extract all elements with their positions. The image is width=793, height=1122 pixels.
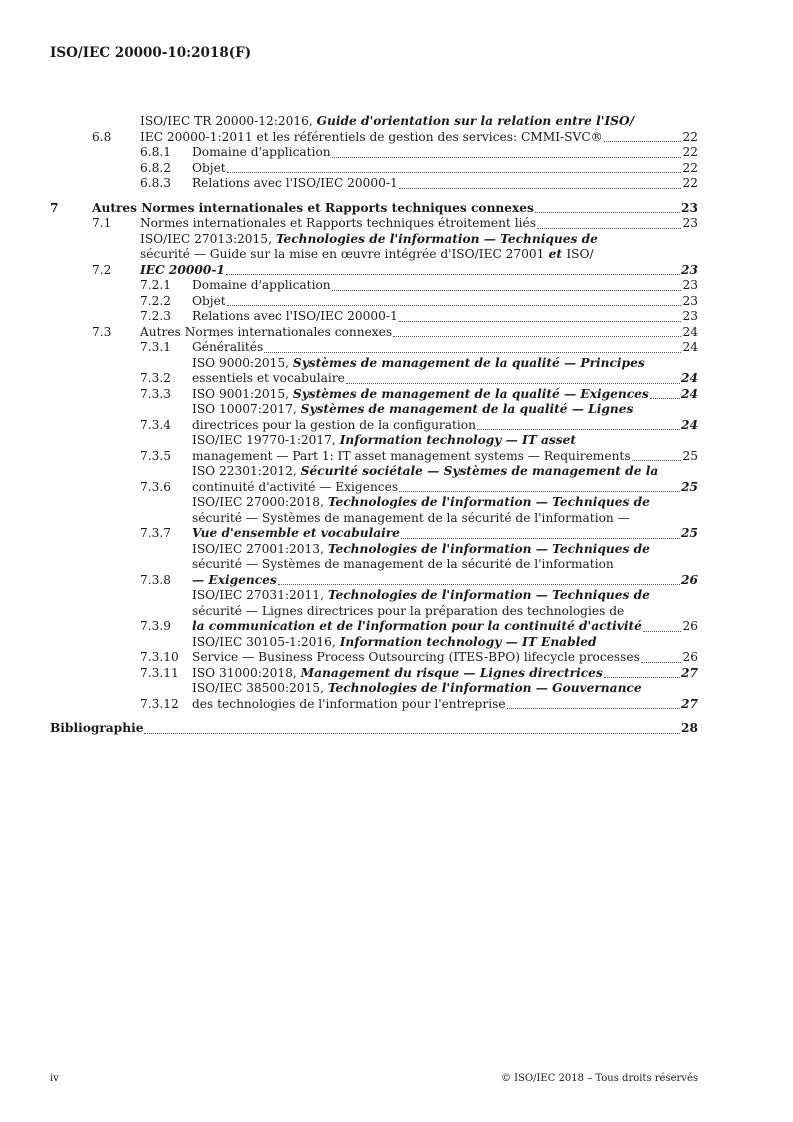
toc-title-text: directrices pour la gestion de la configuration [192, 417, 476, 432]
toc-title-line [192, 309, 698, 325]
toc-page-number: 23 [682, 216, 698, 230]
toc-title-line [192, 418, 698, 434]
toc-page-number: 24 [682, 324, 698, 339]
toc-page-number: 22 [682, 145, 698, 159]
toc-title-text: Relations avec l'ISO/IEC 20000-1 [192, 309, 398, 323]
dot-leader [264, 352, 681, 353]
dot-leader [401, 538, 680, 539]
toc-title-text: Normes internationales et Rapports techniques étroitement liés [140, 216, 536, 230]
toc-entry[interactable] [50, 278, 698, 294]
toc-entry-title [192, 387, 698, 403]
toc-title-line [192, 588, 698, 604]
toc-entry-number: 7.3.1 [140, 340, 172, 354]
toc-page-number: 25 [682, 448, 698, 463]
toc-entry-number: 7.3.2 [140, 371, 172, 385]
toc-entry-number: 7.3.4 [140, 417, 172, 432]
toc-entry[interactable] [50, 340, 698, 356]
toc-entry-number: 6.8.2 [140, 160, 172, 175]
toc-title-text: ISO 10007:2017, Systèmes de management de la qualité — Lignes [192, 402, 634, 416]
toc-title-text: la communication et de l'information pour la continuité d'activité [192, 619, 642, 633]
toc-entry-number: 7.3.11 [140, 665, 179, 680]
toc-entry-title [50, 721, 698, 737]
toc-entry[interactable] [50, 232, 698, 279]
dot-leader [604, 677, 680, 678]
toc-entry-title [140, 325, 698, 341]
toc-title-text: sécurité — Guide sur la mise en œuvre intégrée d'ISO/IEC 27001 et ISO/ [140, 247, 594, 261]
toc-title-line [140, 263, 698, 279]
toc-page-number: 25 [681, 526, 698, 540]
toc-entry-number: 7.3.12 [140, 696, 179, 711]
toc-title-text: ISO/IEC 27013:2015, Technologies de l'information — Techniques de [140, 231, 598, 246]
toc-entry[interactable] [50, 387, 698, 403]
dot-leader [346, 383, 680, 384]
toc-title-line [192, 681, 698, 697]
toc-entry-number: 6.8 [92, 129, 112, 144]
toc-entry[interactable] [50, 216, 698, 232]
toc-entry[interactable] [50, 681, 698, 712]
dot-leader [477, 429, 680, 430]
toc-title-line [192, 449, 698, 465]
toc-page-number: 23 [682, 278, 698, 292]
toc-entry-number: 7.3.8 [140, 572, 172, 587]
toc-entry-number: 7.3.10 [140, 650, 179, 664]
toc-title-text: ISO/IEC 19770-1:2017, Information technology — IT asset [192, 433, 577, 447]
toc-entry[interactable] [50, 356, 698, 387]
dot-leader [332, 157, 682, 158]
dot-leader [643, 631, 682, 632]
toc-page-number: 26 [681, 572, 698, 587]
toc-entry[interactable] [50, 588, 698, 635]
toc-page-number: 24 [681, 417, 698, 432]
dot-leader [227, 305, 682, 306]
toc-title-text: Vue d'ensemble et vocabulaire [192, 526, 400, 540]
toc-entry-title [192, 666, 698, 682]
toc-title-text: sécurité — Systèmes de management de la sécurité de l'information [192, 557, 614, 571]
toc-title-line [92, 201, 698, 217]
toc-title-text: continuité d'activité — Exigences [192, 479, 399, 494]
toc-entry-title [192, 495, 698, 542]
toc-title-text: essentiels et vocabulaire [192, 371, 345, 385]
toc-title-text: Relations avec l'ISO/IEC 20000-1 [192, 176, 398, 190]
toc-title-line [192, 176, 698, 192]
toc-title-line [140, 114, 698, 130]
toc-entry[interactable] [50, 114, 698, 145]
toc-entry[interactable] [50, 309, 698, 325]
dot-leader [537, 228, 682, 229]
toc-page-number: 22 [682, 160, 698, 175]
dot-leader [641, 662, 682, 663]
toc-entry[interactable] [50, 495, 698, 542]
toc-entry-number: 7.2.3 [140, 309, 172, 323]
toc-entry-title [92, 201, 698, 217]
toc-entry-title [140, 232, 698, 279]
toc-entry[interactable] [50, 145, 698, 161]
toc-entry[interactable] [50, 176, 698, 192]
toc-title-text: des technologies de l'information pour l'entreprise [192, 696, 506, 711]
toc-title-text: Service — Business Process Outsourcing (ITES-BPO) lifecycle processes [192, 650, 640, 664]
toc-entry-title [140, 114, 698, 145]
toc-page-number: 27 [681, 696, 698, 711]
toc-title-text: ISO/IEC 38500:2015, Technologies de l'information — Gouvernance [192, 681, 642, 695]
dot-leader [604, 141, 682, 142]
toc-title-text: Généralités [192, 340, 264, 354]
toc-entry[interactable] [50, 325, 698, 341]
toc-title-line [192, 697, 698, 713]
toc-page-number: 22 [682, 129, 698, 144]
toc-title-line [50, 721, 698, 737]
dot-leader [399, 188, 682, 189]
toc-entry[interactable] [50, 201, 698, 217]
page-number: iv [50, 1073, 59, 1084]
dot-leader [393, 336, 681, 337]
toc-entry[interactable] [50, 402, 698, 433]
toc-entry-number: 7.3.6 [140, 479, 172, 494]
toc-entry-title [140, 216, 698, 232]
toc-title-text: ISO/IEC TR 20000-12:2016, Guide d'orientation sur la relation entre l'ISO/ [140, 114, 635, 128]
toc-page-number: 24 [681, 386, 698, 401]
toc-entry-number: 7.3.3 [140, 386, 172, 401]
toc-title-text: — Exigences [192, 572, 277, 587]
toc-entry-number: 6.8.1 [140, 145, 172, 159]
dot-leader [535, 212, 680, 213]
toc-title-text: IEC 20000-1 [140, 262, 225, 277]
toc-entry-number: 7.3.9 [140, 619, 172, 633]
toc-page-number: 23 [681, 200, 698, 215]
copyright-notice: © ISO/IEC 2018 – Tous droits réservés [500, 1073, 698, 1084]
toc-page-number: 25 [681, 479, 698, 494]
toc-title-text: sécurité — Lignes directrices pour la préparation des technologies de [192, 603, 625, 618]
toc-entry[interactable] [50, 433, 698, 464]
toc-title-line [192, 495, 698, 511]
toc-page-number: 22 [682, 176, 698, 190]
dot-leader [650, 398, 680, 399]
toc-title-line [192, 402, 698, 418]
toc-title-text: ISO 9001:2015, Systèmes de management de la qualité — Exigences [192, 386, 649, 401]
toc-title-line [192, 480, 698, 496]
toc-title-line [192, 356, 698, 372]
toc-entry[interactable] [50, 294, 698, 310]
toc-title-line [192, 650, 698, 666]
toc-title-line [192, 635, 698, 651]
toc-entry-number: 7.2 [92, 262, 112, 277]
toc-entry-title [192, 542, 698, 589]
toc-title-line [192, 294, 698, 310]
toc-page-number: 23 [682, 309, 698, 323]
toc-title-line [140, 216, 698, 232]
toc-entry[interactable] [50, 721, 698, 737]
toc-entry-number: 7.3 [92, 324, 112, 339]
toc-entry[interactable] [50, 666, 698, 682]
toc-title-line [192, 371, 698, 387]
toc-entry-number: 7.2.1 [140, 278, 172, 292]
toc-page-number: 23 [681, 262, 698, 277]
dot-leader [399, 321, 682, 322]
dot-leader [278, 584, 680, 585]
toc-title-text: ISO/IEC 27000:2018, Technologies de l'information — Techniques de [192, 495, 650, 509]
toc-title-line [192, 573, 698, 589]
toc-title-line [192, 666, 698, 682]
toc-title-line [192, 604, 698, 620]
toc-title-line [140, 130, 698, 146]
toc-entry-number: 7 [50, 200, 59, 215]
toc-title-text: sécurité — Systèmes de management de la sécurité de l'information — [192, 510, 630, 525]
dot-leader [227, 172, 682, 173]
toc-entry-title [192, 161, 698, 177]
toc-title-line [192, 387, 698, 403]
toc-entry-number: 7.3.5 [140, 448, 172, 463]
toc-title-text: ISO 9000:2015, Systèmes de management de la qualité — Principes [192, 355, 645, 370]
toc-entry-title [192, 278, 698, 294]
toc-page-number: 24 [681, 371, 698, 385]
toc-title-text: Domaine d'application [192, 278, 331, 292]
toc-title-text: ISO/IEC 27001:2013, Technologies de l'information — Techniques de [192, 541, 650, 556]
table-of-contents [50, 114, 698, 737]
toc-entry[interactable] [50, 635, 698, 666]
toc-title-text: management — Part 1: IT asset management systems — Requirements [192, 448, 631, 463]
toc-title-line [192, 340, 698, 356]
dot-leader [144, 733, 680, 734]
toc-title-text: Autres Normes internationales connexes [140, 324, 393, 339]
toc-page-number: 27 [681, 665, 698, 680]
toc-title-line [192, 526, 698, 542]
toc-entry-title [192, 356, 698, 387]
toc-entry-number: 7.3.7 [140, 526, 172, 540]
toc-title-text: Domaine d'application [192, 145, 331, 159]
toc-entry-number: 6.8.3 [140, 176, 172, 190]
toc-title-line [140, 247, 698, 263]
toc-title-line [192, 557, 698, 573]
toc-entry[interactable] [50, 542, 698, 589]
toc-title-line [192, 278, 698, 294]
toc-title-line [192, 511, 698, 527]
dot-leader [399, 491, 680, 492]
toc-entry-title [192, 588, 698, 635]
toc-entry-title [192, 309, 698, 325]
toc-title-text: ISO 22301:2012, Sécurité sociétale — Systèmes de management de la [192, 464, 659, 478]
toc-entry-title [192, 340, 698, 356]
toc-entry-title [192, 176, 698, 192]
toc-entry-title [192, 433, 698, 464]
toc-title-line [192, 464, 698, 480]
toc-page-number: 26 [682, 650, 698, 664]
toc-title-line [192, 542, 698, 558]
toc-title-line [192, 433, 698, 449]
dot-leader [332, 290, 682, 291]
toc-title-text: Objet [192, 160, 226, 175]
toc-spacer [50, 192, 698, 201]
page-footer [50, 1073, 698, 1084]
toc-title-line [192, 145, 698, 161]
toc-page-number: 23 [682, 293, 698, 308]
toc-entry-title [192, 464, 698, 495]
toc-entry[interactable] [50, 464, 698, 495]
toc-title-text: ISO/IEC 30105-1:2016, Information technology — IT Enabled [192, 634, 597, 649]
toc-entry-title [192, 294, 698, 310]
toc-entry-title [192, 402, 698, 433]
toc-title-text: Bibliographie [50, 721, 144, 735]
toc-title-line [140, 325, 698, 341]
toc-title-text: IEC 20000-1:2011 et les référentiels de gestion des services: CMMI-SVC® [140, 129, 603, 144]
toc-entry-title [192, 681, 698, 712]
toc-title-text: ISO/IEC 27031:2011, Technologies de l'information — Techniques de [192, 588, 650, 602]
toc-entry-number: 7.2.2 [140, 293, 172, 308]
dot-leader [507, 708, 680, 709]
toc-spacer [50, 712, 698, 721]
toc-entry-number: 7.1 [92, 216, 112, 230]
toc-title-text: ISO 31000:2018, Management du risque — Lignes directrices [192, 665, 603, 680]
toc-page-number: 24 [682, 340, 698, 354]
dot-leader [226, 274, 680, 275]
toc-page-number: 26 [682, 619, 698, 633]
toc-title-line [192, 161, 698, 177]
toc-entry-title [192, 635, 698, 666]
toc-title-text: Autres Normes internationales et Rapports techniques connexes [92, 200, 534, 215]
dot-leader [632, 460, 682, 461]
toc-page-number: 28 [681, 721, 698, 735]
toc-entry[interactable] [50, 161, 698, 177]
toc-entry-title [192, 145, 698, 161]
toc-title-line [192, 619, 698, 635]
toc-title-line [140, 232, 698, 248]
document-id: ISO/IEC 20000-10:2018(F) [50, 45, 252, 61]
toc-title-text: Objet [192, 293, 226, 308]
